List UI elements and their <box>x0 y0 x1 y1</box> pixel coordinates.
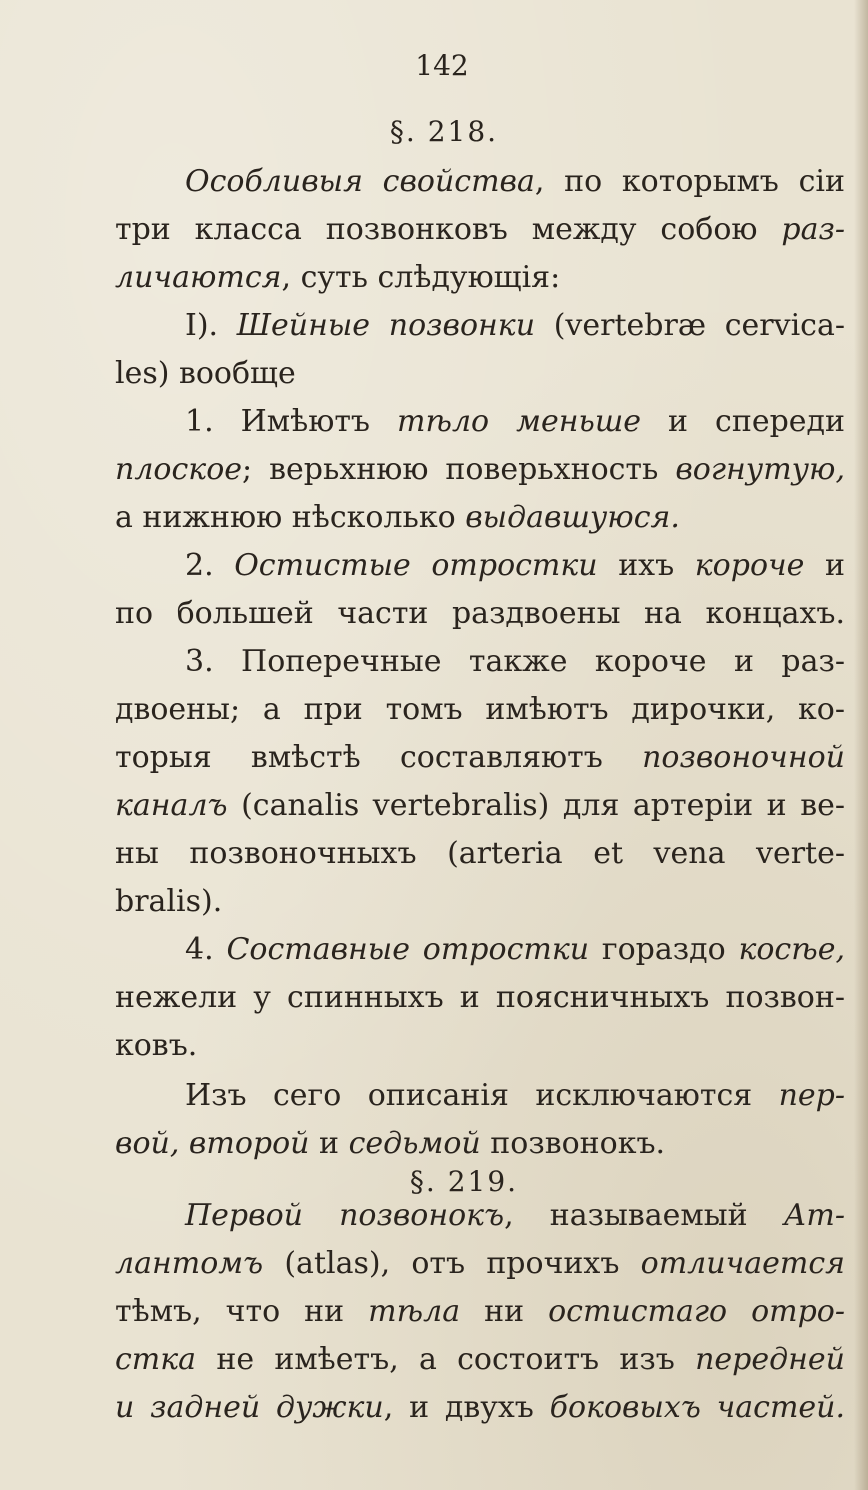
paragraph-line <box>115 1336 845 1384</box>
italic-term: отличается <box>640 1246 845 1281</box>
text-span: (vertebræ cervica- <box>535 308 845 343</box>
text-line <box>0 158 868 206</box>
text-line <box>0 926 868 974</box>
text-span: , и двухъ <box>383 1390 550 1425</box>
text-line <box>0 1072 868 1120</box>
italic-term: короче <box>694 548 805 583</box>
paragraph-line: нежели у спинныхъ и поясничныхъ позвон- <box>115 980 845 1015</box>
text-span: I). <box>185 308 237 343</box>
section-219-heading: §. 219. <box>409 1165 519 1198</box>
text-line <box>0 254 868 302</box>
italic-term: косѣе, <box>738 932 845 967</box>
paragraph-line <box>115 254 845 302</box>
italic-term: вой, второй <box>115 1126 310 1161</box>
text-line <box>0 830 868 878</box>
text-span: позвонокъ. <box>480 1126 666 1161</box>
text-span: 2. <box>185 548 235 583</box>
text-line <box>0 494 868 542</box>
text-span: торыя вмѣстѣ составляютъ <box>115 740 643 775</box>
paragraph-line <box>185 542 845 590</box>
italic-term: Составные отростки <box>226 932 590 967</box>
paragraph-line <box>185 302 845 350</box>
paragraph-line <box>185 1072 845 1120</box>
italic-term: и задней дужки <box>115 1390 384 1425</box>
paragraph-line <box>185 926 845 974</box>
italic-term: плоское <box>115 452 243 487</box>
italic-term: пер- <box>778 1078 845 1113</box>
text-span: , называемый <box>504 1198 784 1233</box>
text-span: три класса позвонковъ между собою <box>115 212 782 247</box>
page-number-line <box>0 42 868 90</box>
text-span: гораздо <box>589 932 739 967</box>
paragraph-line <box>185 398 845 446</box>
text-span: и <box>804 548 845 583</box>
italic-term: передней <box>695 1342 845 1377</box>
paragraph-line <box>185 1192 845 1240</box>
paragraph-line <box>115 1288 845 1336</box>
paragraph-line: les) вообще <box>115 356 296 391</box>
text-line <box>0 878 868 926</box>
section-218-heading: §. 218. <box>389 115 499 148</box>
italic-term: вогнутую, <box>675 452 845 487</box>
text-line <box>0 974 868 1022</box>
italic-term: стка <box>115 1342 197 1377</box>
italic-term: Ат- <box>783 1198 846 1233</box>
text-span: Изъ сего описанія исключаются <box>185 1078 779 1113</box>
italic-term: седьмой <box>348 1126 481 1161</box>
italic-term: остистаго отро- <box>548 1294 846 1329</box>
text-line <box>0 302 868 350</box>
paragraph-line: двоены; а при томъ имѣютъ дирочки, ко- <box>115 692 845 727</box>
italic-term: тѣло меньше <box>397 404 642 439</box>
italic-term: боковыхъ частей. <box>549 1390 846 1425</box>
page-number: 142 <box>415 49 469 82</box>
italic-term: Шейные позвонки <box>236 308 536 343</box>
text-line <box>0 734 868 782</box>
paragraph-line: 3. Поперечные также короче и раз- <box>185 644 845 679</box>
italic-term: Особливыя свойства <box>185 164 535 199</box>
text-span: ихъ <box>597 548 695 583</box>
paragraph-line: bralis). <box>115 884 223 919</box>
text-span: 4. <box>185 932 227 967</box>
italic-term: позвоночной <box>642 740 845 775</box>
paragraph-line: ны позвоночныхъ (arteria et vena verte- <box>115 836 845 871</box>
paragraph-line <box>115 1240 845 1288</box>
italic-term: выдавшуюся. <box>465 500 680 535</box>
paragraph-line <box>115 782 845 830</box>
text-line <box>0 1192 868 1240</box>
text-line <box>0 446 868 494</box>
text-line <box>0 206 868 254</box>
italic-term: личаются <box>115 260 282 295</box>
paragraph-line: по большей части раздвоены на концахъ. <box>115 596 845 631</box>
text-span: а нижнюю нѣсколько <box>115 500 466 535</box>
text-line <box>0 782 868 830</box>
text-line <box>0 638 868 686</box>
text-span: тѣмъ, что ни <box>115 1294 369 1329</box>
text-line <box>0 1240 868 1288</box>
italic-term: Остистые отростки <box>234 548 598 583</box>
text-line <box>0 398 868 446</box>
italic-term: Первой позвонокъ <box>185 1198 505 1233</box>
text-span: и <box>309 1126 349 1161</box>
text-span: , по которымъ сіи <box>534 164 845 199</box>
text-span: (canalis vertebralis) для артеріи и ве- <box>227 788 845 823</box>
text-span: 1. Имѣютъ <box>185 404 398 439</box>
paragraph-line <box>115 494 845 542</box>
text-line <box>0 1384 868 1432</box>
text-span: (atlas), отъ прочихъ <box>263 1246 641 1281</box>
italic-term: лантомъ <box>115 1246 264 1281</box>
paragraph-line <box>185 158 845 206</box>
italic-term: раз- <box>781 212 845 247</box>
italic-term: тѣла <box>368 1294 461 1329</box>
italic-term: каналъ <box>115 788 228 823</box>
paragraph-line <box>115 206 845 254</box>
text-line <box>0 590 868 638</box>
text-span: и спереди <box>641 404 845 439</box>
paragraph-line <box>115 734 845 782</box>
text-line <box>0 1288 868 1336</box>
text-span: не имѣетъ, а состоитъ изъ <box>196 1342 696 1377</box>
paragraph-line: ковъ. <box>115 1028 198 1063</box>
text-span: ; верьхнюю поверьхность <box>242 452 676 487</box>
text-line <box>0 350 868 398</box>
section-218-heading-line <box>0 108 868 156</box>
paragraph-line <box>115 1384 845 1432</box>
paragraph-line <box>115 446 845 494</box>
text-line <box>0 1022 868 1070</box>
text-span: , суть слѣдующія: <box>281 260 561 295</box>
text-line <box>0 1336 868 1384</box>
text-line <box>0 686 868 734</box>
text-line <box>0 542 868 590</box>
text-span: ни <box>460 1294 549 1329</box>
